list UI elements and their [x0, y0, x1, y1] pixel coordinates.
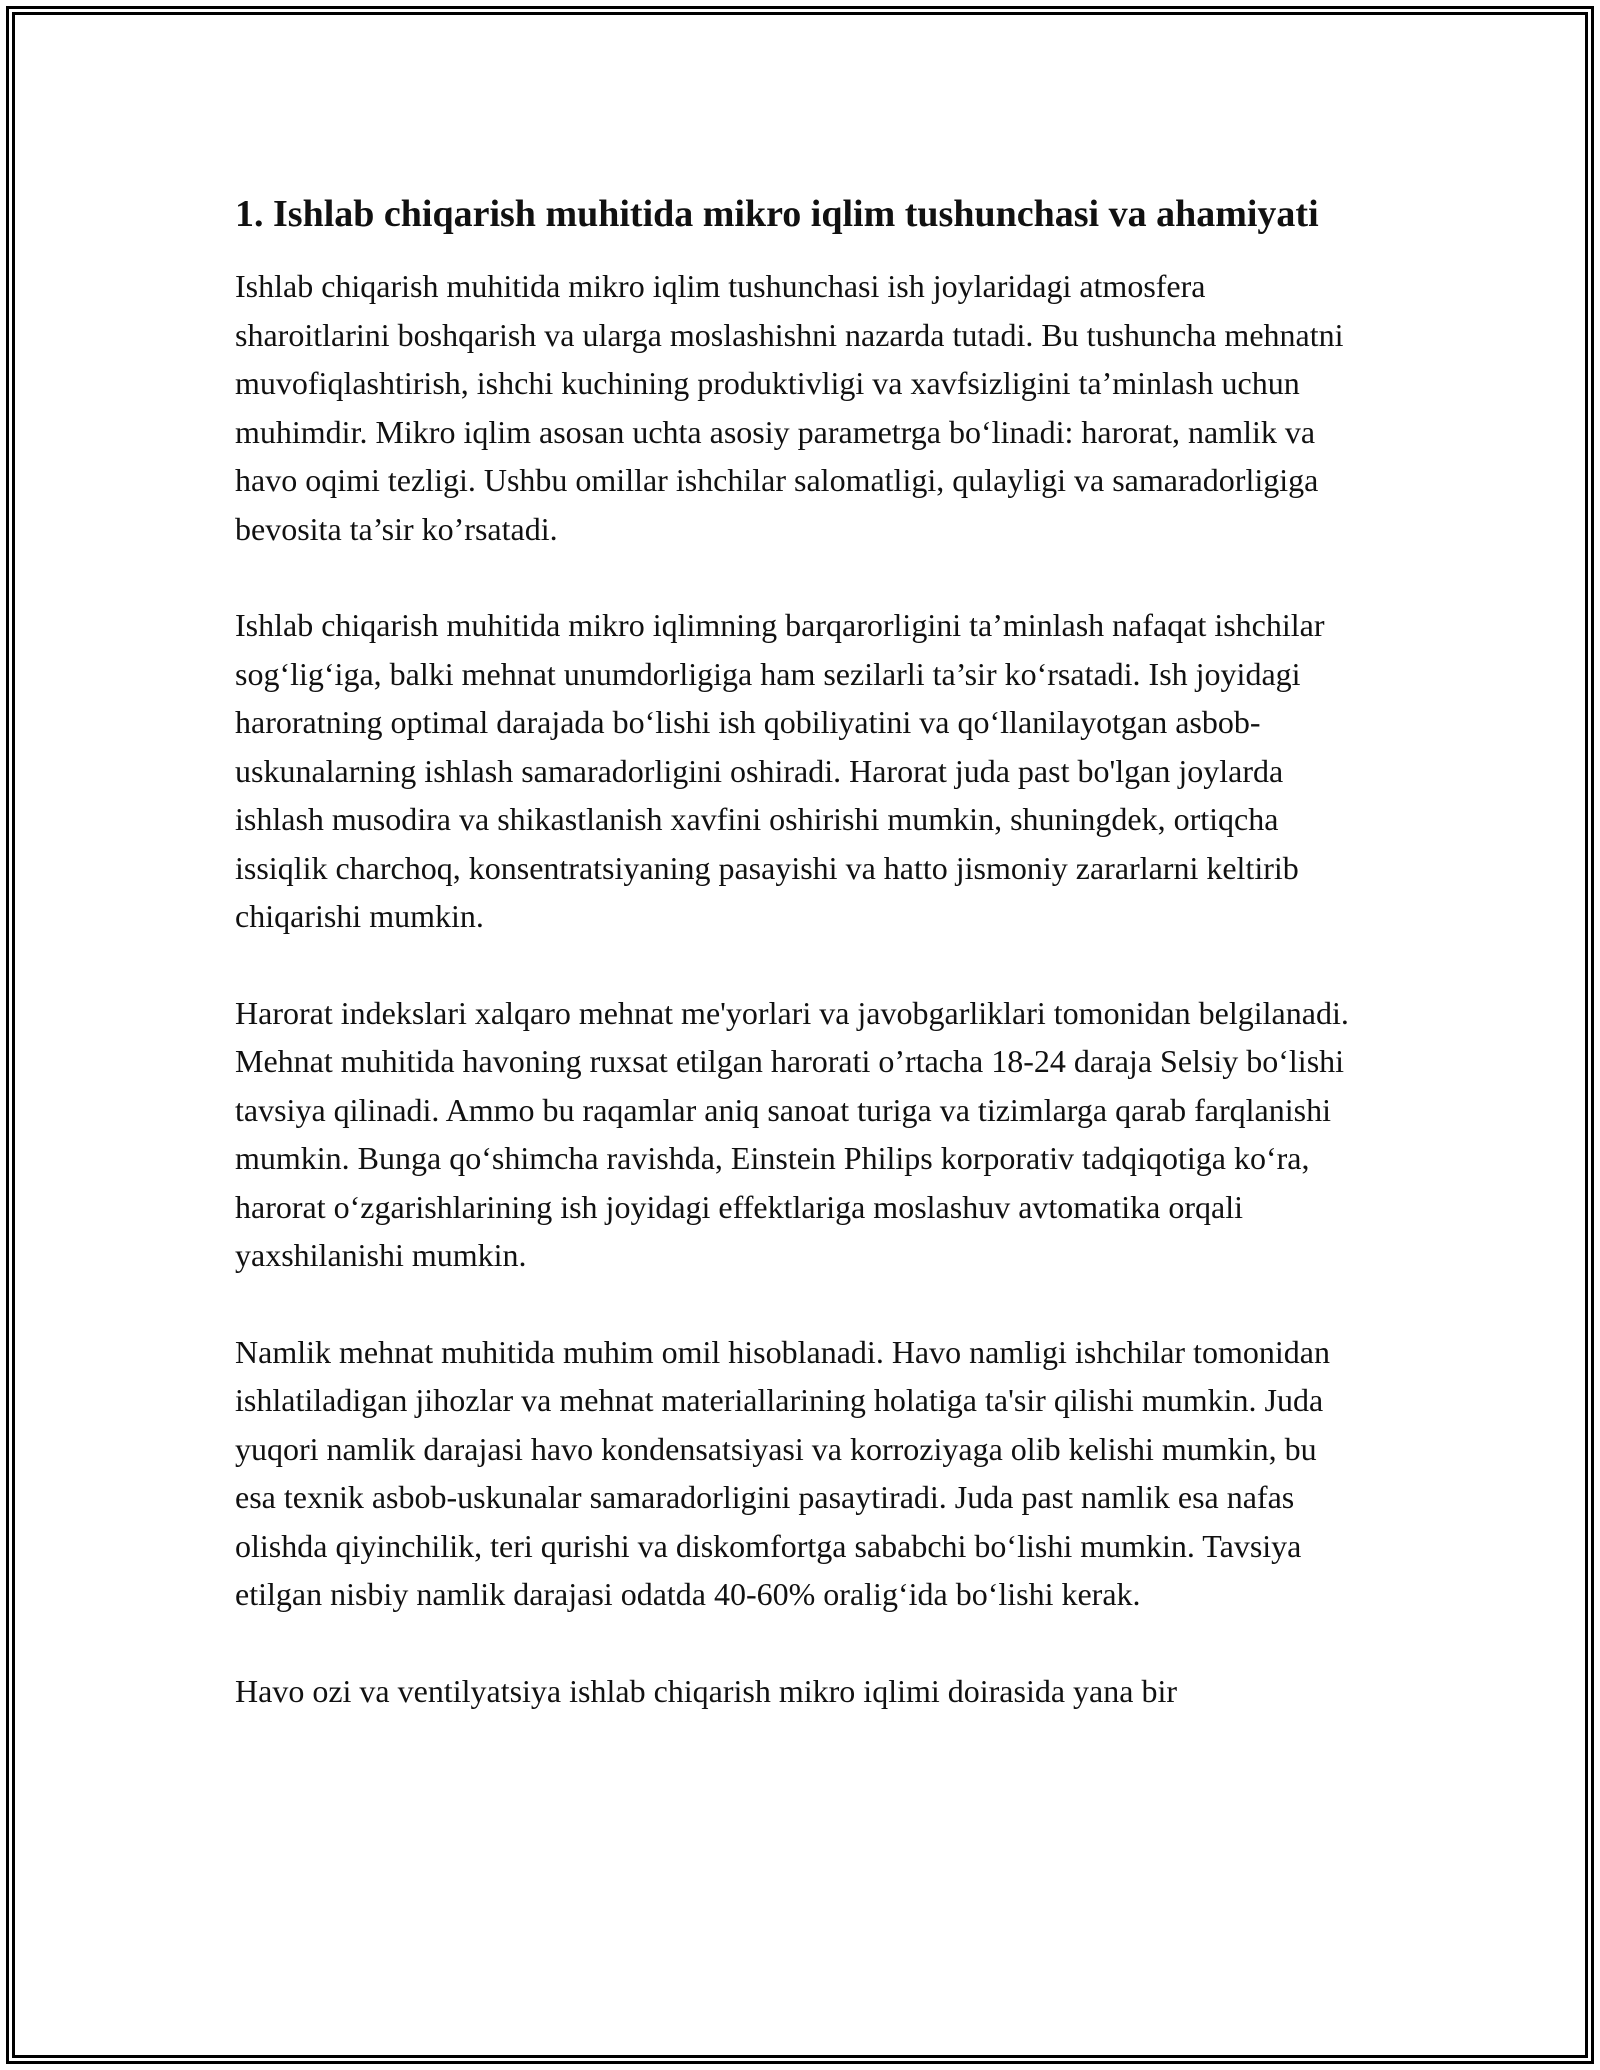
document-body [235, 186, 1365, 1763]
paragraph-4: Namlik mehnat muhitida muhim omil hisoblanadi. Havo namligi ishchilar tomonidan ishlatiladigan jihozlar va mehnat materiallarining holatiga ta'sir qilishi mumkin. Juda yuqori namlik darajasi havo kondensatsiyasi va korroziyaga olib kelishi mumkin, bu esa texnik asbob-uskunalar samaradorligini pasaytiradi. Juda past namlik esa nafas olishda qiyinchilik, teri qurishi va diskomfortga sababchi bo‘lishi mumkin. Tavsiya etilgan nisbiy namlik darajasi odatda 40-60% oralig‘ida bo‘lishi kerak. [235, 1333, 1330, 1612]
paragraph-3: Harorat indekslari xalqaro mehnat me'yorlari va javobgarliklari tomonidan belgilanadi. Mehnat muhitida havoning ruxsat etilgan harorati o’rtacha 18-24 daraja Selsiy bo‘lishi tavsiya qilinadi. Ammo bu raqamlar aniq sanoat turiga va tizimlarga qarab farqlanishi mumkin. Bunga qo‘shimcha ravishda, Einstein Philips korporativ tadqiqotiga ko‘ra, harorat o‘zgarishlarining ish joyidagi effektlariga moslashuv avtomatika orqali yaxshilanishi mumkin. [235, 994, 1349, 1273]
section-heading: 1. Ishlab chiqarish muhitida mikro iqlim tushunchasi va ahamiyati [235, 193, 1319, 235]
paragraph-5: Havo ozi va ventilyatsiya ishlab chiqarish mikro iqlimi doirasida yana bir [235, 1672, 1177, 1709]
paragraph-2: Ishlab chiqarish muhitida mikro iqlimning barqarorligini ta’minlash nafaqat ishchilar sog‘lig‘iga, balki mehnat unumdorligiga ham sezilarli ta’sir ko‘rsatadi. Ish joyidagi haroratning optimal darajada bo‘lishi ish qobiliyatini va qo‘llanilayotgan asbob-uskunalarning ishlash samaradorligini oshiradi. Harorat juda past bo'lgan joylarda ishlash musodira va shikastlanish xavfini oshirishi mumkin, shuningdek, ortiqcha issiqlik charchoq, konsentratsiyaning pasayishi va hatto jismoniy zararlarni keltirib chiqarishi mumkin. [235, 607, 1325, 934]
paragraph-1: Ishlab chiqarish muhitida mikro iqlim tushunchasi ish joylaridagi atmosfera sharoitlarini boshqarish va ularga moslashishni nazarda tutadi. Bu tushuncha mehnatni muvofiqlashtirish, ishchi kuchining produktivligi va xavfsizligini ta’minlash uchun muhimdir. Mikro iqlim asosan uchta asosiy parametrga bo‘linadi: harorat, namlik va havo oqimi tezligi. Ushbu omillar ishchilar salomatligi, qulayligi va samaradorligiga bevosita ta’sir ko’rsatadi. [235, 268, 1344, 547]
